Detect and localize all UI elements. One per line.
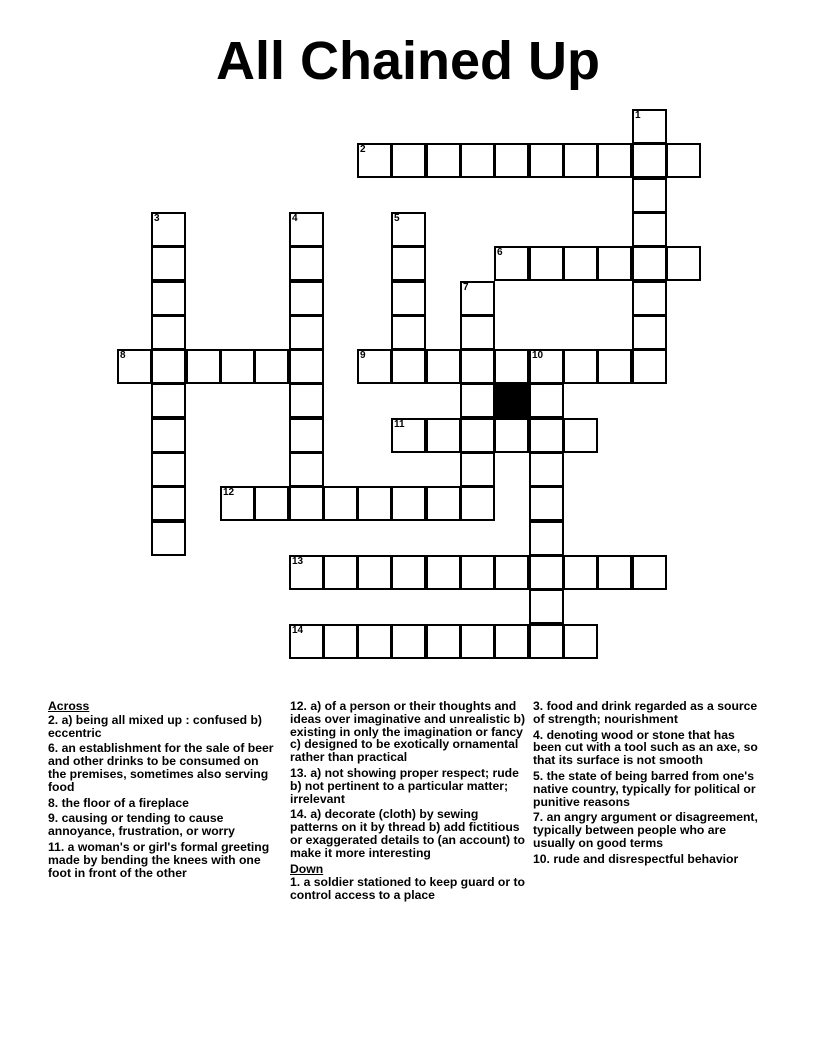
across-clue-6: 6. an establishment for the sale of beer and other drinks to be consumed on the premises, sometimes also serving food <box>48 741 274 794</box>
grid-cell[interactable] <box>151 383 186 418</box>
clue-number: 11 <box>394 419 405 430</box>
grid-cell[interactable] <box>563 349 598 384</box>
grid-cell[interactable] <box>289 315 324 350</box>
grid-cell[interactable] <box>529 452 564 487</box>
grid-cell[interactable] <box>391 555 426 590</box>
grid-cell[interactable] <box>494 246 529 281</box>
grid-cell[interactable] <box>494 143 529 178</box>
grid-cell[interactable] <box>494 624 529 659</box>
grid-cell[interactable] <box>151 452 186 487</box>
across-clue-8: 8. the floor of a fireplace <box>48 795 189 810</box>
grid-cell[interactable] <box>289 624 324 659</box>
grid-cell[interactable] <box>220 486 255 521</box>
grid-cell[interactable] <box>632 246 667 281</box>
grid-cell[interactable] <box>632 143 667 178</box>
grid-cell[interactable] <box>563 143 598 178</box>
grid-cell[interactable] <box>666 143 701 178</box>
grid-cell[interactable] <box>632 109 667 144</box>
clue-number: 13 <box>292 556 304 567</box>
across-clue-11: 11. a woman's or girl's formal greeting made by bending the knees with one foot in front of the other <box>48 839 270 880</box>
grid-cell[interactable] <box>254 349 289 384</box>
clue-number: 5 <box>394 213 400 224</box>
puzzle-title: All Chained Up <box>215 31 600 91</box>
grid-cell[interactable] <box>632 555 667 590</box>
grid-cell[interactable] <box>597 555 632 590</box>
clue-number: 6 <box>497 247 503 258</box>
down-clue-5: 5. the state of being barred from one's native country, typically for political or punitive reasons <box>533 768 756 809</box>
grid-cell[interactable] <box>632 212 667 247</box>
grid-cell[interactable] <box>289 452 324 487</box>
grid-cell[interactable] <box>597 349 632 384</box>
grid-cell[interactable] <box>254 486 289 521</box>
clue-number: 3 <box>154 213 160 224</box>
grid-cell[interactable] <box>426 624 461 659</box>
grid-cell[interactable] <box>426 418 461 453</box>
grid-cell[interactable] <box>460 624 495 659</box>
grid-cell[interactable] <box>391 143 426 178</box>
across-heading: Across <box>48 699 90 713</box>
grid-cell[interactable] <box>460 555 495 590</box>
grid-cell[interactable] <box>357 624 392 659</box>
grid-cell[interactable] <box>529 589 564 624</box>
clue-column-3 <box>533 700 765 869</box>
across-clue-14: 14. a) decorate (cloth) by sewing patterns on it by thread b) add fictitious or exaggerated details to (an account) to make it more interesting <box>290 807 525 860</box>
grid-cell[interactable] <box>289 349 324 384</box>
clue-number: 9 <box>360 350 366 361</box>
grid-cell[interactable] <box>323 624 358 659</box>
grid-cell[interactable] <box>563 555 598 590</box>
grid-cell[interactable] <box>357 555 392 590</box>
clue-number: 8 <box>120 350 126 361</box>
down-heading: Down <box>290 861 324 876</box>
clue-number: 4 <box>292 213 298 224</box>
clue-number: 12 <box>223 487 235 498</box>
grid-cell[interactable] <box>391 624 426 659</box>
grid-cell[interactable] <box>563 624 598 659</box>
grid-cell[interactable] <box>391 315 426 350</box>
grid-cell[interactable] <box>460 452 495 487</box>
grid-cell[interactable] <box>151 349 186 384</box>
grid-cell[interactable] <box>151 486 186 521</box>
grid-cell[interactable] <box>632 281 667 316</box>
grid-cell[interactable] <box>117 349 152 384</box>
grid-cell[interactable] <box>323 486 358 521</box>
grid-cell[interactable] <box>632 315 667 350</box>
grid-cell[interactable] <box>460 315 495 350</box>
grid-cell[interactable] <box>632 178 667 213</box>
grid-cell[interactable] <box>426 555 461 590</box>
grid-cell[interactable] <box>426 486 461 521</box>
grid-cell[interactable] <box>391 486 426 521</box>
grid-cell[interactable] <box>494 349 529 384</box>
grid-cell[interactable] <box>357 349 392 384</box>
grid-cell[interactable] <box>563 246 598 281</box>
grid-cell[interactable] <box>151 281 186 316</box>
grid-cell[interactable] <box>357 486 392 521</box>
grid-cell[interactable] <box>357 143 392 178</box>
grid-cell[interactable] <box>563 418 598 453</box>
grid-cell[interactable] <box>460 418 495 453</box>
grid-cell[interactable] <box>597 143 632 178</box>
clue-number: 7 <box>463 282 469 293</box>
grid-cell[interactable] <box>460 349 495 384</box>
grid-cell[interactable] <box>529 349 564 384</box>
grid-cell[interactable] <box>391 349 426 384</box>
grid-cell[interactable] <box>391 212 426 247</box>
down-clue-10: 10. rude and disrespectful behavior <box>533 851 739 866</box>
grid-cell[interactable] <box>151 521 186 556</box>
grid-cell[interactable] <box>151 315 186 350</box>
grid-cell[interactable] <box>151 418 186 453</box>
grid-cell[interactable] <box>460 383 495 418</box>
grid-cell[interactable] <box>529 143 564 178</box>
grid-cell[interactable] <box>460 486 495 521</box>
grid-cell[interactable] <box>460 281 495 316</box>
down-clue-3: 3. food and drink regarded as a source of strength; nourishment <box>533 699 758 726</box>
grid-cell[interactable] <box>632 349 667 384</box>
grid-cell[interactable] <box>391 246 426 281</box>
across-clue-2: 2. a) being all mixed up : confused b) eccentric <box>48 712 262 740</box>
grid-cell[interactable] <box>529 555 564 590</box>
grid-cell[interactable] <box>186 349 221 384</box>
grid-cell[interactable] <box>220 349 255 384</box>
grid-cell[interactable] <box>529 383 564 418</box>
grid-cell[interactable] <box>597 246 632 281</box>
clue-column-2 <box>290 700 526 905</box>
grid-cell[interactable] <box>426 143 461 178</box>
clue-number: 2 <box>360 144 366 155</box>
grid-cell[interactable] <box>666 246 701 281</box>
grid-cell[interactable] <box>289 281 324 316</box>
black-cell <box>494 383 529 418</box>
grid-cell[interactable] <box>529 624 564 659</box>
clue-number: 10 <box>532 350 544 361</box>
down-clue-1: 1. a soldier stationed to keep guard or to control access to a place <box>290 875 526 903</box>
grid-cell[interactable] <box>529 521 564 556</box>
grid-cell[interactable] <box>289 212 324 247</box>
across-clue-9: 9. causing or tending to cause annoyance, frustration, or worry <box>48 811 235 839</box>
grid-cell[interactable] <box>289 246 324 281</box>
grid-cell[interactable] <box>391 418 426 453</box>
clue-number: 14 <box>292 625 304 636</box>
grid-cell[interactable] <box>529 418 564 453</box>
across-clue-13: 13. a) not showing proper respect; rude b) not pertinent to a particular matter; irrelevant <box>290 765 519 806</box>
grid-cell[interactable] <box>151 212 186 247</box>
clue-number: 1 <box>635 110 641 121</box>
grid-cell[interactable] <box>460 143 495 178</box>
grid-cell[interactable] <box>289 555 324 590</box>
grid-cell[interactable] <box>289 418 324 453</box>
grid-cell[interactable] <box>391 281 426 316</box>
across-clue-12: 12. a) of a person or their thoughts and ideas over imaginative and unrealistic b) existing in only the imagination or fancy c) designed to be exotically ornamental rather than practical <box>290 699 526 765</box>
grid-cell[interactable] <box>494 555 529 590</box>
grid-cell[interactable] <box>289 383 324 418</box>
down-clue-4: 4. denoting wood or stone that has been cut with a tool such as an axe, so that its surface is not smooth <box>533 727 758 768</box>
grid-cell[interactable] <box>529 486 564 521</box>
grid-cell[interactable] <box>151 246 186 281</box>
grid-cell[interactable] <box>289 486 324 521</box>
down-clue-7: 7. an angry argument or disagreement, typically between people who are usually on good terms <box>533 810 758 850</box>
grid-cell[interactable] <box>529 246 564 281</box>
grid-cell[interactable] <box>323 555 358 590</box>
grid-cell[interactable] <box>494 418 529 453</box>
clue-column-1 <box>48 700 280 882</box>
grid-cell[interactable] <box>426 349 461 384</box>
